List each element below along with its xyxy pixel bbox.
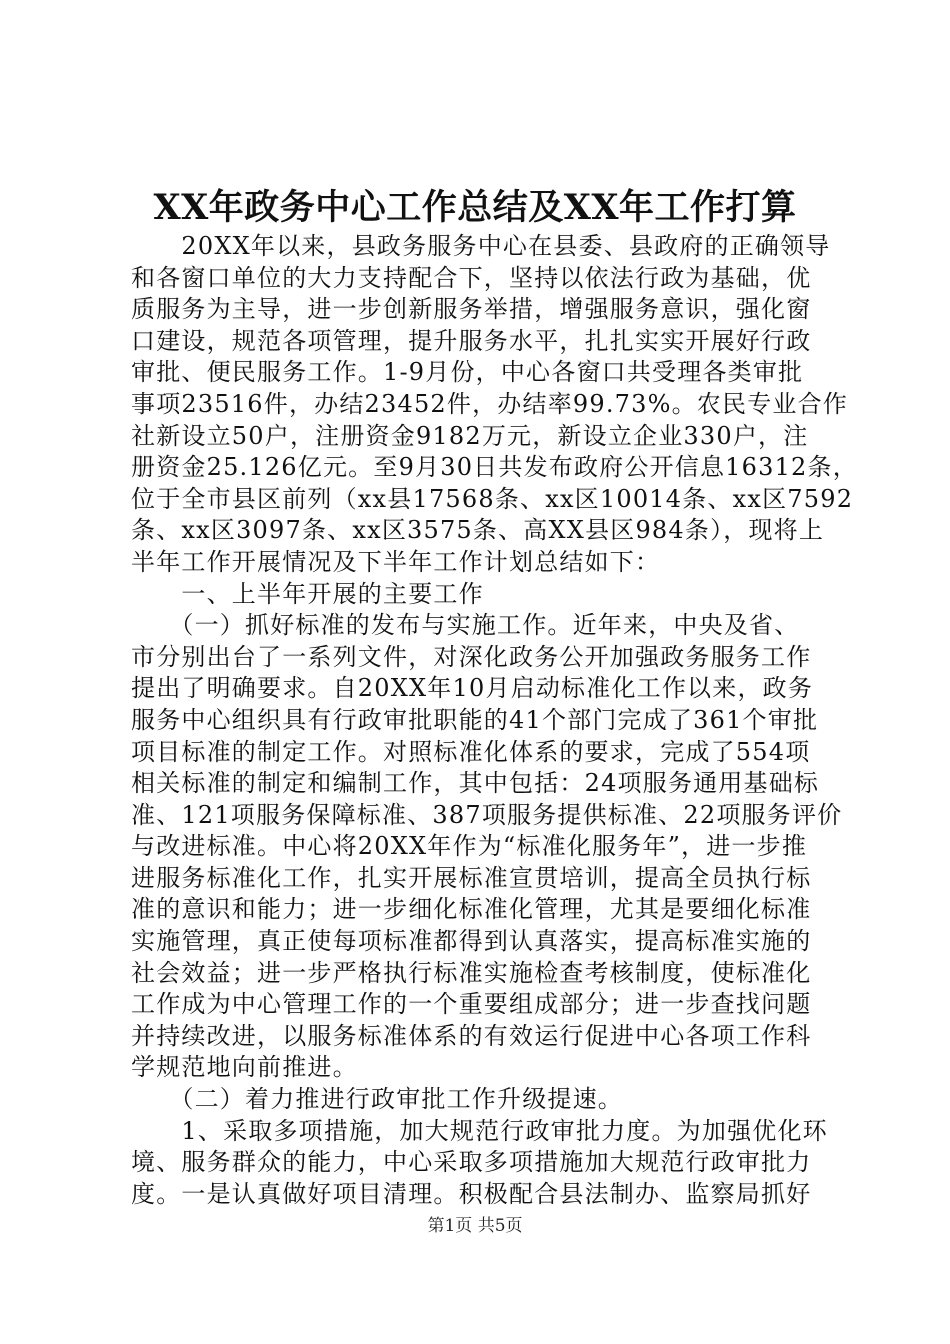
body-line: 项目标准的制定工作。对照标准化体系的要求，完成了554项 bbox=[131, 737, 811, 766]
body-line: 相关标准的制定和编制工作，其中包括：24项服务通用基础标 bbox=[131, 769, 820, 798]
body-line: 学规范地向前推进。 bbox=[131, 1053, 358, 1082]
body-line: 半年工作开展情况及下半年工作计划总结如下： bbox=[131, 547, 661, 576]
document-body bbox=[131, 231, 858, 1210]
body-line: 社会效益；进一步严格执行标准实施检查考核制度，使标准化 bbox=[131, 958, 812, 987]
body-line: 提出了明确要求。自20XX年10月启动标准化工作以来，政务 bbox=[131, 674, 814, 703]
body-line: 1、采取多项措施，加大规范行政审批力度。为加强优化环 bbox=[131, 1116, 828, 1145]
body-line: 并持续改进，以服务标准体系的有效运行促进中心各项工作科 bbox=[131, 1021, 812, 1050]
body-line: 度。一是认真做好项目清理。积极配合县法制办、监察局抓好 bbox=[131, 1179, 812, 1208]
body-line: 准的意识和能力；进一步细化标准化管理，尤其是要细化标准 bbox=[131, 895, 812, 924]
body-line: 位于全市县区前列（xx县17568条、xx区10014条、xx区7592 bbox=[131, 484, 854, 513]
body-line: 20XX年以来，县政务服务中心在县委、县政府的正确领导 bbox=[131, 232, 831, 260]
body-line: 与改进标准。中心将20XX年作为“标准化服务年”，进一步推 bbox=[131, 832, 808, 861]
body-line: （一）抓好标准的发布与实施工作。近年来，中央及省、 bbox=[131, 611, 800, 640]
body-line: 市分别出台了一系列文件，对深化政务公开加强政务服务工作 bbox=[131, 642, 812, 671]
page-number-footer: 第1页 共5页 bbox=[427, 1216, 523, 1236]
body-line: 事项23516件，办结23452件，办结率99.73%。农民专业合作 bbox=[131, 389, 849, 418]
section-heading: 一、上半年开展的主要工作 bbox=[131, 579, 484, 608]
document-title: XX年政务中心工作总结及XX年工作打算 bbox=[153, 187, 797, 228]
body-line: 社新设立50户，注册资金9182万元，新设立企业330户，注 bbox=[131, 421, 809, 450]
body-line: 实施管理，真正使每项标准都得到认真落实，提高标准实施的 bbox=[131, 927, 812, 956]
body-line: 进服务标准化工作，扎实开展标准宣贯培训，提高全员执行标 bbox=[131, 863, 812, 892]
body-line: 服务中心组织具有行政审批职能的41个部门完成了361个审批 bbox=[131, 705, 819, 734]
body-line: 工作成为中心管理工作的一个重要组成部分；进一步查找问题 bbox=[131, 990, 812, 1019]
body-line: 条、xx区3097条、xx区3575条、高XX县区984条），现将上 bbox=[131, 516, 825, 545]
body-line: 和各窗口单位的大力支持配合下，坚持以依法行政为基础，优 bbox=[131, 263, 812, 292]
body-line: 境、服务群众的能力，中心采取多项措施加大规范行政审批力 bbox=[131, 1148, 812, 1177]
subsection-heading: （二）着力推进行政审批工作升级提速。 bbox=[131, 1085, 623, 1114]
body-line: 审批、便民服务工作。1-9月份，中心各窗口共受理各类审批 bbox=[131, 358, 804, 387]
body-line: 册资金25.126亿元。至9月30日共发布政府公开信息16312条， bbox=[131, 453, 858, 482]
body-line: 口建设，规范各项管理，提升服务水平，扎扎实实开展好行政 bbox=[131, 326, 812, 355]
body-line: 准、121项服务保障标准、387项服务提供标准、22项服务评价 bbox=[131, 800, 843, 829]
body-line: 质服务为主导，进一步创新服务举措，增强服务意识，强化窗 bbox=[131, 295, 812, 324]
